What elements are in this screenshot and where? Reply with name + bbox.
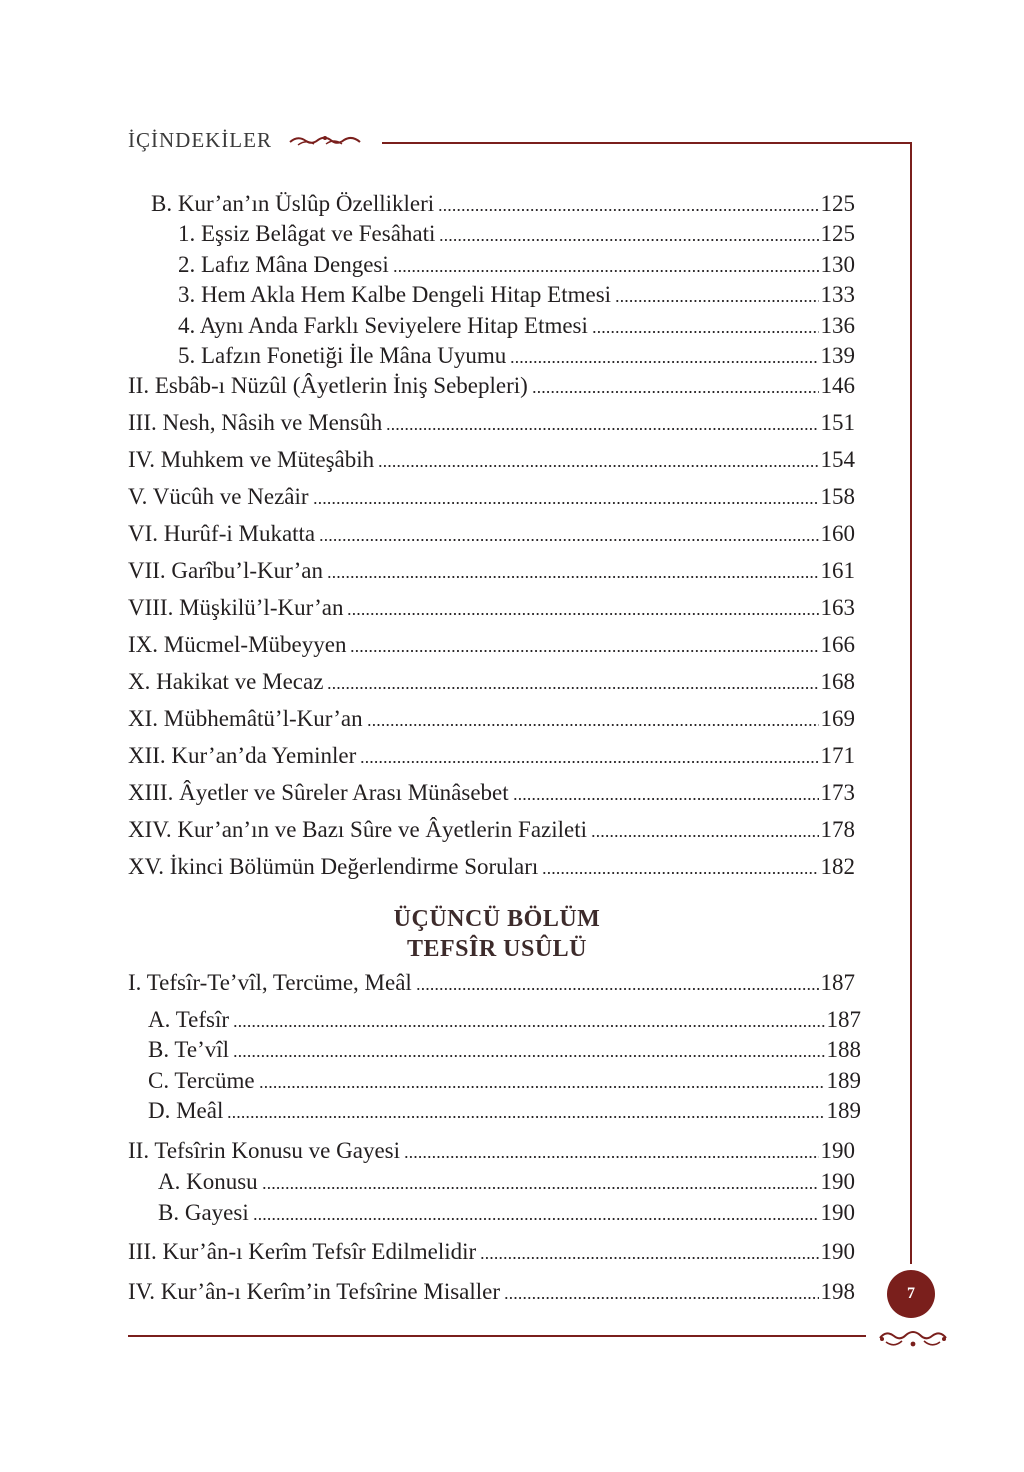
toc-entry[interactable]: X. Hakikat ve Mecaz 168 <box>128 669 855 694</box>
toc-entry[interactable]: V. Vücûh ve Nezâir 158 <box>128 484 855 509</box>
toc-entry[interactable]: D. Meâl 189 <box>148 1098 861 1123</box>
toc-entry[interactable]: 3. Hem Akla Hem Kalbe Dengeli Hitap Etmesi 133 <box>178 282 855 307</box>
toc-entry[interactable]: XIV. Kur’an’ın ve Bazı Sûre ve Âyetlerin Fazileti 178 <box>128 817 855 842</box>
header-ornament-icon <box>288 133 362 149</box>
section-heading-title: TEFSÎR USÛLÜ <box>406 936 588 962</box>
toc-entry[interactable]: XII. Kur’an’da Yeminler 171 <box>128 743 855 768</box>
toc-entry[interactable]: III. Nesh, Nâsih ve Mensûh 151 <box>128 410 855 435</box>
toc-entry[interactable]: XV. İkinci Bölümün Değerlendirme Soruları 182 <box>128 854 855 879</box>
toc-entry[interactable]: II. Tefsîrin Konusu ve Gayesi 190 <box>128 1138 855 1163</box>
toc-entry[interactable]: 4. Aynı Anda Farklı Seviyelere Hitap Etmesi 136 <box>178 313 855 338</box>
toc-entry[interactable]: 5. Lafzın Fonetiği İle Mâna Uyumu 139 <box>178 343 855 368</box>
toc-entry[interactable]: 2. Lafız Mâna Dengesi 130 <box>178 252 855 277</box>
toc-entry[interactable]: B. Gayesi 190 <box>158 1200 855 1225</box>
side-rule <box>910 142 912 1264</box>
toc-entry[interactable]: 1. Eşsiz Belâgat ve Fesâhati 125 <box>178 221 855 246</box>
toc-entry[interactable]: B. Te’vîl 188 <box>148 1037 861 1062</box>
toc-entry[interactable]: A. Konusu 190 <box>158 1169 855 1194</box>
toc-entry[interactable]: B. Kur’an’ın Üslûp Özellikleri 125 <box>151 191 855 216</box>
toc-entry[interactable]: III. Kur’ân-ı Kerîm Tefsîr Edilmelidir 190 <box>128 1239 855 1264</box>
header-title: İÇİNDEKİLER <box>128 128 272 152</box>
toc-entry[interactable]: IX. Mücmel-Mübeyyen 166 <box>128 632 855 657</box>
toc-entry[interactable]: VIII. Müşkilü’l-Kur’an 163 <box>128 595 855 620</box>
toc-entry[interactable]: II. Esbâb-ı Nüzûl (Âyetlerin İniş Sebepleri) 146 <box>128 373 855 398</box>
footer-ornament-icon <box>876 1324 950 1354</box>
toc-entry[interactable]: XIII. Âyetler ve Sûreler Arası Münâsebet 173 <box>128 780 855 805</box>
page-number-badge: 7 <box>887 1270 935 1318</box>
top-rule <box>382 142 912 144</box>
toc-entry[interactable]: VI. Hurûf-i Mukatta 160 <box>128 521 855 546</box>
toc-entry[interactable]: IV. Muhkem ve Müteşâbih 154 <box>128 447 855 472</box>
toc-entry[interactable]: I. Tefsîr-Te’vîl, Tercüme, Meâl 187 <box>128 970 855 995</box>
toc-entry[interactable]: IV. Kur’ân-ı Kerîm’in Tefsîrine Misaller 198 <box>128 1279 855 1304</box>
bottom-rule <box>128 1335 866 1337</box>
toc-entry[interactable]: XI. Mübhemâtü’l-Kur’an 169 <box>128 706 855 731</box>
toc-entry[interactable]: VII. Garîbu’l-Kur’an 161 <box>128 558 855 583</box>
toc-entry[interactable]: C. Tercüme 189 <box>148 1068 861 1093</box>
toc-entry[interactable]: A. Tefsîr 187 <box>148 1007 861 1032</box>
section-heading-part: ÜÇÜNCÜ BÖLÜM <box>393 906 601 932</box>
